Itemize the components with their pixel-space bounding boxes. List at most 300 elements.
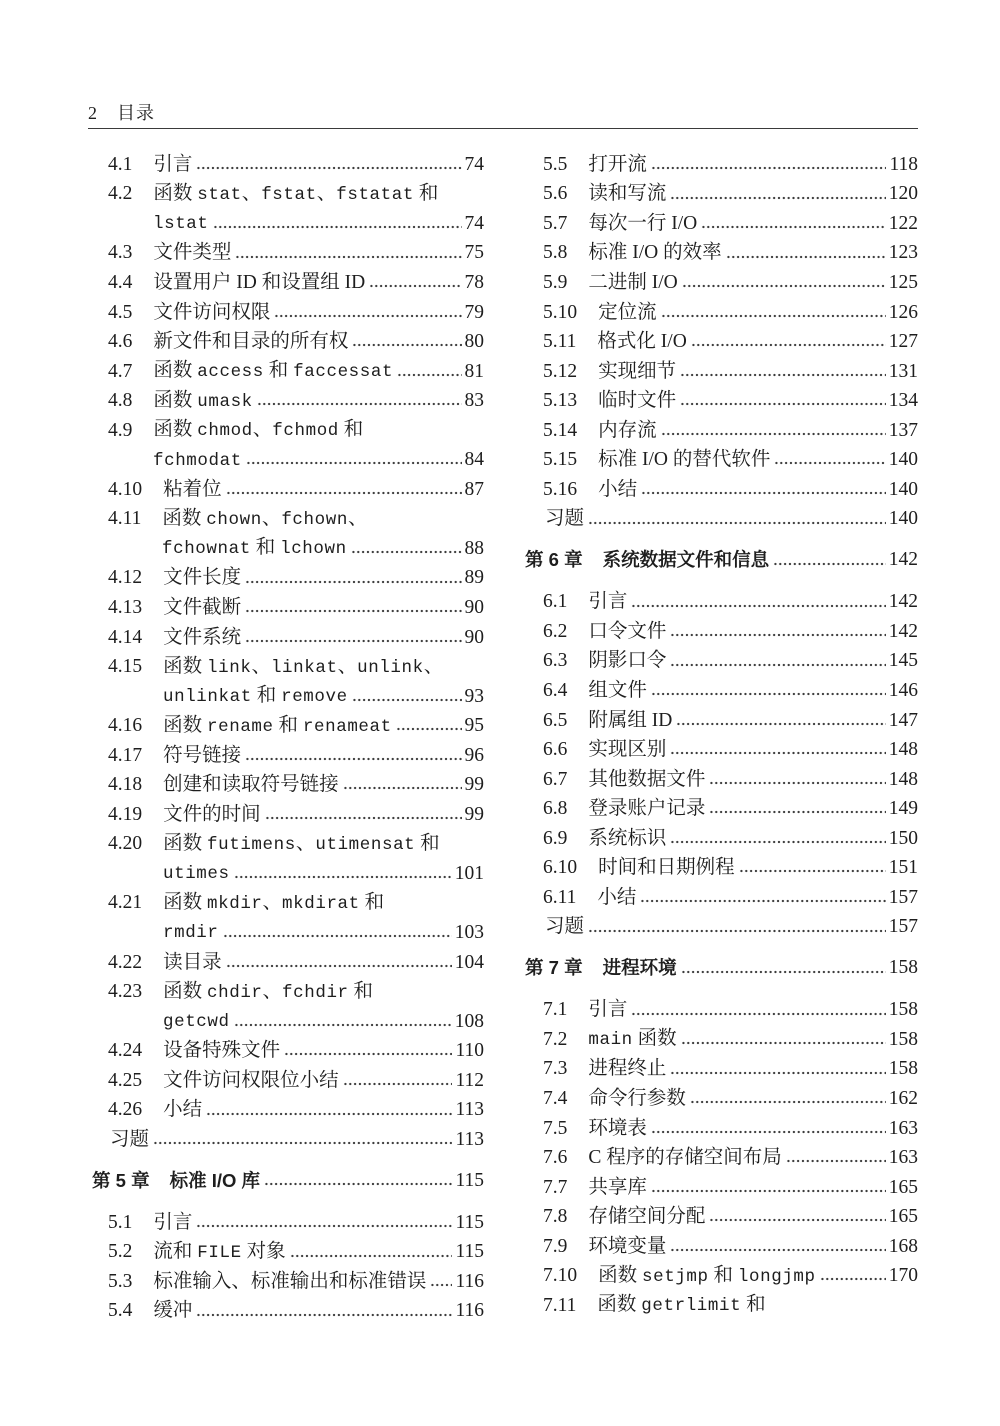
section-page-number: 122	[888, 212, 918, 234]
section-number: 4.1	[108, 153, 133, 175]
section-page-number: 74	[464, 153, 484, 175]
toc-entry	[525, 150, 918, 180]
chapter-heading	[92, 1166, 484, 1196]
dot-leader	[257, 386, 462, 416]
header-title: 目录	[117, 103, 155, 123]
dot-leader	[773, 546, 886, 576]
code-identifier: lstat	[153, 214, 209, 235]
section-title: 函数 chmod、fchmod 和	[153, 419, 364, 442]
section-number: 7.7	[543, 1176, 568, 1198]
section-number: 4.13	[108, 596, 143, 618]
section-page-number: 81	[464, 360, 484, 382]
toc-entry	[525, 1291, 918, 1321]
section-number: 7.3	[543, 1058, 568, 1080]
section-number: 7.2	[543, 1028, 568, 1050]
section-title: 函数 chdir、fchdir 和	[163, 980, 374, 1003]
section-title: 粘着位	[163, 478, 222, 500]
section-page-number: 140	[888, 478, 918, 500]
toc-entry	[525, 1232, 918, 1262]
section-page-number: 75	[464, 242, 484, 264]
section-title: 函数 mkdir、mkdirat 和	[163, 891, 385, 914]
toc-entry	[525, 386, 918, 416]
section-page-number: 134	[888, 390, 918, 412]
section-title: 临时文件	[598, 390, 677, 412]
section-number: 4.16	[108, 715, 143, 737]
toc-entry-continuation	[92, 682, 484, 712]
section-page-number: 84	[464, 449, 484, 471]
section-number: 4.20	[108, 833, 143, 855]
section-number: 5.7	[543, 212, 568, 234]
dot-leader	[351, 534, 462, 564]
dot-leader	[245, 564, 461, 594]
dot-leader	[651, 676, 886, 706]
toc-entry	[525, 357, 918, 387]
dot-leader	[670, 1232, 885, 1262]
section-page-number: 120	[888, 183, 918, 205]
toc-entry	[525, 327, 918, 357]
toc-entry	[525, 239, 918, 269]
code-identifier: utimensat	[315, 834, 416, 855]
section-page-number: 74	[464, 212, 484, 234]
section-title: 函数 getrlimit 和	[597, 1294, 766, 1317]
toc-entry	[525, 1025, 918, 1055]
toc-entry	[525, 1173, 918, 1203]
section-title-continuation	[163, 862, 230, 885]
section-title: 二进制 I/O	[588, 271, 678, 293]
toc-entry	[92, 593, 484, 623]
section-page-number: 157	[888, 886, 918, 908]
section-page-number: 151	[888, 857, 918, 879]
section-number: 7.4	[543, 1087, 568, 1109]
section-title: 文件截断	[163, 596, 242, 618]
code-identifier: unlink	[357, 657, 424, 678]
dot-leader	[651, 1173, 886, 1203]
section-page-number: 147	[888, 709, 918, 731]
section-number: 5.5	[543, 153, 568, 175]
code-identifier: rmdir	[163, 923, 219, 944]
exercises-entry	[525, 913, 918, 943]
dot-leader	[153, 1125, 452, 1155]
section-page-number: 142	[888, 591, 918, 613]
section-page-number: 108	[454, 1010, 484, 1032]
code-identifier: lchown	[280, 539, 347, 560]
section-page-number: 88	[464, 537, 484, 559]
section-page-number: 150	[888, 827, 918, 849]
header-page-number: 2	[88, 103, 97, 123]
toc-entry	[92, 298, 484, 328]
dot-leader	[588, 913, 886, 943]
section-title: 定位流	[598, 301, 657, 323]
dot-leader	[234, 859, 452, 889]
dot-leader	[640, 883, 885, 913]
chapter-heading	[525, 546, 918, 576]
section-page-number: 162	[888, 1087, 918, 1109]
section-title: 设备特殊文件	[163, 1040, 281, 1062]
toc-entry	[525, 676, 918, 706]
toc-entry	[92, 770, 484, 800]
code-identifier: access	[197, 362, 264, 383]
code-identifier: fstat	[261, 184, 317, 205]
section-page-number: 131	[888, 360, 918, 382]
toc-entry	[92, 889, 484, 919]
toc-entry-continuation	[92, 445, 484, 475]
dot-leader	[226, 948, 452, 978]
toc-entry	[525, 794, 918, 824]
toc-entry	[92, 977, 484, 1007]
section-page-number: 125	[888, 271, 918, 293]
section-number: 4.7	[108, 360, 133, 382]
code-identifier: fstatat	[336, 184, 414, 205]
dot-leader	[670, 824, 885, 854]
dot-leader	[701, 209, 886, 239]
toc-entry	[525, 1084, 918, 1114]
dot-leader	[274, 298, 461, 328]
section-number: 5.6	[543, 183, 568, 205]
section-number: 5.10	[543, 301, 578, 323]
dot-leader	[588, 505, 886, 535]
section-number: 7.6	[543, 1147, 568, 1169]
section-title: 函数 setjmp 和 longjmp	[598, 1264, 816, 1287]
dot-leader	[196, 1297, 452, 1327]
section-title: 阴影口令	[588, 650, 667, 672]
dot-leader	[661, 416, 886, 446]
dot-leader	[709, 765, 885, 795]
exercises-entry	[92, 1125, 484, 1155]
code-identifier: chmod	[197, 421, 253, 442]
code-identifier: longjmp	[737, 1266, 816, 1287]
section-title: C 程序的存储空间布局	[588, 1147, 782, 1169]
toc-entry	[92, 150, 484, 180]
section-page-number: 145	[888, 650, 918, 672]
section-page-number: 163	[888, 1117, 918, 1139]
toc-entry	[525, 445, 918, 475]
section-number: 4.19	[108, 803, 143, 825]
chapter-title: 标准 I/O 库	[169, 1169, 261, 1191]
code-identifier: fchmodat	[153, 450, 242, 471]
section-number: 5.2	[108, 1241, 133, 1263]
toc-entry	[525, 588, 918, 618]
code-identifier: unlinkat	[163, 687, 252, 708]
section-page-number: 118	[889, 153, 918, 175]
section-page-number: 99	[464, 803, 484, 825]
section-title: 小结	[163, 1099, 203, 1121]
toc-entry	[525, 706, 918, 736]
code-identifier: getrlimit	[641, 1296, 742, 1317]
section-page-number: 168	[888, 1235, 918, 1257]
dot-leader	[290, 1238, 453, 1268]
section-number: 6.1	[543, 591, 568, 613]
dot-leader	[245, 623, 461, 653]
section-title: 格式化 I/O	[597, 331, 687, 353]
toc-entry	[92, 1096, 484, 1126]
section-number: 7.9	[543, 1235, 568, 1257]
section-number: 4.8	[108, 390, 133, 412]
toc-entry	[525, 1261, 918, 1291]
code-identifier: remove	[281, 687, 348, 708]
section-title: 小结	[597, 886, 637, 908]
dot-leader	[661, 298, 886, 328]
section-title: 引言	[588, 591, 628, 613]
dot-leader	[682, 268, 886, 298]
code-identifier: fchdir	[282, 982, 349, 1003]
section-page-number: 148	[888, 739, 918, 761]
chapter-title: 进程环境	[602, 957, 677, 979]
code-identifier: link	[207, 657, 252, 678]
section-title: 文件访问权限位小结	[163, 1069, 339, 1091]
dot-leader	[223, 918, 452, 948]
toc-entry	[525, 617, 918, 647]
section-title-continuation	[163, 921, 219, 944]
section-page-number: 127	[888, 331, 918, 353]
dot-leader	[641, 475, 886, 505]
toc-entry	[525, 1114, 918, 1144]
section-number: 6.6	[543, 739, 568, 761]
code-identifier: fchmod	[272, 421, 339, 442]
section-number: 5.16	[543, 478, 578, 500]
dot-leader	[352, 327, 461, 357]
section-number: 5.3	[108, 1270, 133, 1292]
section-page-number: 149	[888, 798, 918, 820]
section-title: 文件的时间	[163, 803, 261, 825]
toc-entry	[92, 1297, 484, 1327]
section-number: 5.4	[108, 1300, 133, 1322]
toc-entry	[92, 416, 484, 446]
dot-leader	[396, 711, 462, 741]
section-title: 组文件	[588, 679, 647, 701]
section-title: 函数 umask	[153, 389, 253, 412]
section-page-number: 89	[464, 567, 484, 589]
toc-entry	[525, 824, 918, 854]
section-number: 6.2	[543, 620, 568, 642]
dot-leader	[226, 475, 462, 505]
section-title: 引言	[153, 153, 193, 175]
chapter-label: 第 6 章	[525, 549, 583, 571]
dot-leader	[343, 770, 462, 800]
toc-entry	[525, 298, 918, 328]
section-title: 函数 access 和 faccessat	[153, 360, 394, 383]
section-title: 共享库	[588, 1176, 647, 1198]
toc-right-column	[525, 150, 918, 1321]
toc-entry	[525, 416, 918, 446]
toc-entry	[525, 735, 918, 765]
chapter-page-number: 115	[455, 1169, 484, 1191]
section-page-number: 90	[464, 626, 484, 648]
dot-leader	[774, 445, 885, 475]
section-page-number: 112	[455, 1069, 484, 1091]
section-title: 口令文件	[588, 620, 667, 642]
section-title: 引言	[588, 999, 628, 1021]
section-title: 环境变量	[588, 1235, 667, 1257]
code-identifier: utimes	[163, 864, 230, 885]
running-header	[88, 100, 155, 126]
section-title-continuation	[163, 1010, 230, 1033]
toc-entry	[92, 475, 484, 505]
exercises-title: 习题	[110, 1128, 150, 1150]
section-page-number: 116	[455, 1300, 484, 1322]
section-page-number: 80	[464, 331, 484, 353]
dot-leader	[739, 853, 886, 883]
code-identifier: linkat	[270, 657, 338, 678]
section-number: 6.7	[543, 768, 568, 790]
toc-entry	[92, 1208, 484, 1238]
toc-entry	[92, 1238, 484, 1268]
toc-entry	[92, 327, 484, 357]
section-title: 标准输入、标准输出和标准错误	[153, 1270, 427, 1292]
section-number: 7.5	[543, 1117, 568, 1139]
toc-entry	[92, 180, 484, 210]
section-page-number: 78	[464, 271, 484, 293]
section-number: 6.9	[543, 827, 568, 849]
dot-leader	[196, 1208, 452, 1238]
toc-entry	[92, 652, 484, 682]
section-title: 文件访问权限	[153, 301, 271, 323]
code-identifier: renameat	[302, 716, 392, 737]
section-page-number: 170	[888, 1265, 918, 1287]
dot-leader	[670, 647, 885, 677]
section-title: 读目录	[163, 951, 222, 973]
section-number: 4.18	[108, 774, 143, 796]
section-number: 6.11	[543, 886, 577, 908]
section-page-number: 103	[454, 921, 484, 943]
code-identifier: stat	[197, 184, 242, 205]
section-title-continuation: fchownat 和 lchown	[162, 537, 347, 560]
dot-leader	[709, 794, 885, 824]
dot-leader	[709, 1202, 885, 1232]
exercises-page-number: 113	[455, 1128, 484, 1150]
section-page-number: 101	[454, 862, 484, 884]
dot-leader	[264, 1166, 452, 1196]
section-title: 小结	[598, 478, 638, 500]
section-number: 4.15	[108, 656, 143, 678]
section-page-number: 158	[888, 1058, 918, 1080]
section-page-number: 79	[464, 301, 484, 323]
toc-entry	[92, 1267, 484, 1297]
section-number: 4.3	[108, 242, 133, 264]
section-title: 符号链接	[163, 744, 242, 766]
section-page-number: 90	[464, 596, 484, 618]
section-title: 每次一行 I/O	[588, 212, 698, 234]
section-number: 4.2	[108, 183, 133, 205]
dot-leader	[726, 239, 886, 269]
dot-leader	[670, 1055, 885, 1085]
section-number: 7.11	[543, 1294, 577, 1316]
chapter-label: 第 7 章	[525, 957, 583, 979]
section-number: 5.15	[543, 449, 578, 471]
code-identifier: futimens	[207, 834, 296, 855]
toc-entry	[92, 711, 484, 741]
toc-entry-continuation	[92, 918, 484, 948]
section-page-number: 158	[888, 999, 918, 1021]
section-title: 登录账户记录	[588, 798, 706, 820]
section-title: 其他数据文件	[588, 768, 706, 790]
section-title: 文件长度	[163, 567, 242, 589]
dot-leader	[245, 741, 461, 771]
exercises-entry	[525, 505, 918, 535]
section-number: 5.9	[543, 271, 568, 293]
dot-leader	[245, 593, 461, 623]
section-number: 6.3	[543, 650, 568, 672]
code-identifier: getcwd	[163, 1012, 230, 1033]
toc-entry	[525, 180, 918, 210]
section-number: 4.6	[108, 331, 133, 353]
toc-left-column	[92, 150, 484, 1326]
code-identifier: setjmp	[642, 1266, 709, 1287]
section-page-number: 93	[464, 685, 484, 707]
section-title: 实现区别	[588, 739, 667, 761]
section-page-number: 110	[455, 1040, 484, 1062]
section-page-number: 99	[464, 774, 484, 796]
section-page-number: 140	[888, 449, 918, 471]
exercises-page-number: 157	[888, 916, 918, 938]
section-title: 流和 FILE 对象	[153, 1240, 286, 1263]
section-title: 系统标识	[588, 827, 667, 849]
section-number: 4.4	[108, 271, 133, 293]
toc-entry	[92, 948, 484, 978]
section-page-number: 96	[464, 744, 484, 766]
toc-entry-continuation	[92, 859, 484, 889]
section-title: 打开流	[588, 153, 647, 175]
exercises-page-number: 140	[888, 508, 918, 530]
dot-leader	[670, 735, 885, 765]
section-number: 6.8	[543, 798, 568, 820]
dot-leader	[206, 1096, 452, 1126]
toc-entry	[92, 830, 484, 860]
code-identifier: umask	[197, 391, 253, 412]
section-number: 4.10	[108, 478, 143, 500]
section-page-number: 116	[455, 1270, 484, 1292]
dot-leader	[284, 1036, 452, 1066]
dot-leader	[265, 800, 462, 830]
chapter-title: 系统数据文件和信息	[602, 549, 770, 571]
code-identifier: faccessat	[293, 362, 394, 383]
section-number: 6.4	[543, 679, 568, 701]
section-page-number: 158	[888, 1028, 918, 1050]
code-identifier: fchown	[281, 509, 348, 530]
section-title: 函数 link、linkat、unlink、	[163, 655, 444, 678]
toc-entry	[525, 209, 918, 239]
section-page-number: 165	[888, 1206, 918, 1228]
section-title: 函数 chown、fchown、	[162, 507, 368, 530]
dot-leader	[196, 150, 461, 180]
chapter-page-number: 158	[888, 957, 918, 979]
section-title-continuation	[153, 449, 242, 472]
code-identifier: chown	[206, 509, 262, 530]
toc-entry-continuation	[92, 209, 484, 239]
section-page-number: 95	[464, 715, 484, 737]
section-page-number: 142	[888, 620, 918, 642]
toc-entry	[92, 268, 484, 298]
section-number: 4.14	[108, 626, 143, 648]
section-title: 文件类型	[153, 242, 232, 264]
dot-leader	[631, 996, 885, 1026]
section-title: 存储空间分配	[588, 1206, 706, 1228]
section-number: 7.8	[543, 1206, 568, 1228]
toc-entry	[525, 765, 918, 795]
chapter-label: 第 5 章	[92, 1169, 150, 1191]
toc-entry	[525, 268, 918, 298]
section-page-number: 113	[455, 1099, 484, 1121]
code-identifier: mkdirat	[282, 893, 360, 914]
toc-entry-continuation	[92, 1007, 484, 1037]
toc-entry	[525, 1202, 918, 1232]
section-page-number: 115	[455, 1211, 484, 1233]
section-number: 4.26	[108, 1099, 143, 1121]
section-number: 5.13	[543, 390, 578, 412]
section-number: 4.5	[108, 301, 133, 323]
section-number: 4.21	[108, 892, 143, 914]
section-page-number: 83	[464, 390, 484, 412]
section-title: 环境表	[588, 1117, 647, 1139]
